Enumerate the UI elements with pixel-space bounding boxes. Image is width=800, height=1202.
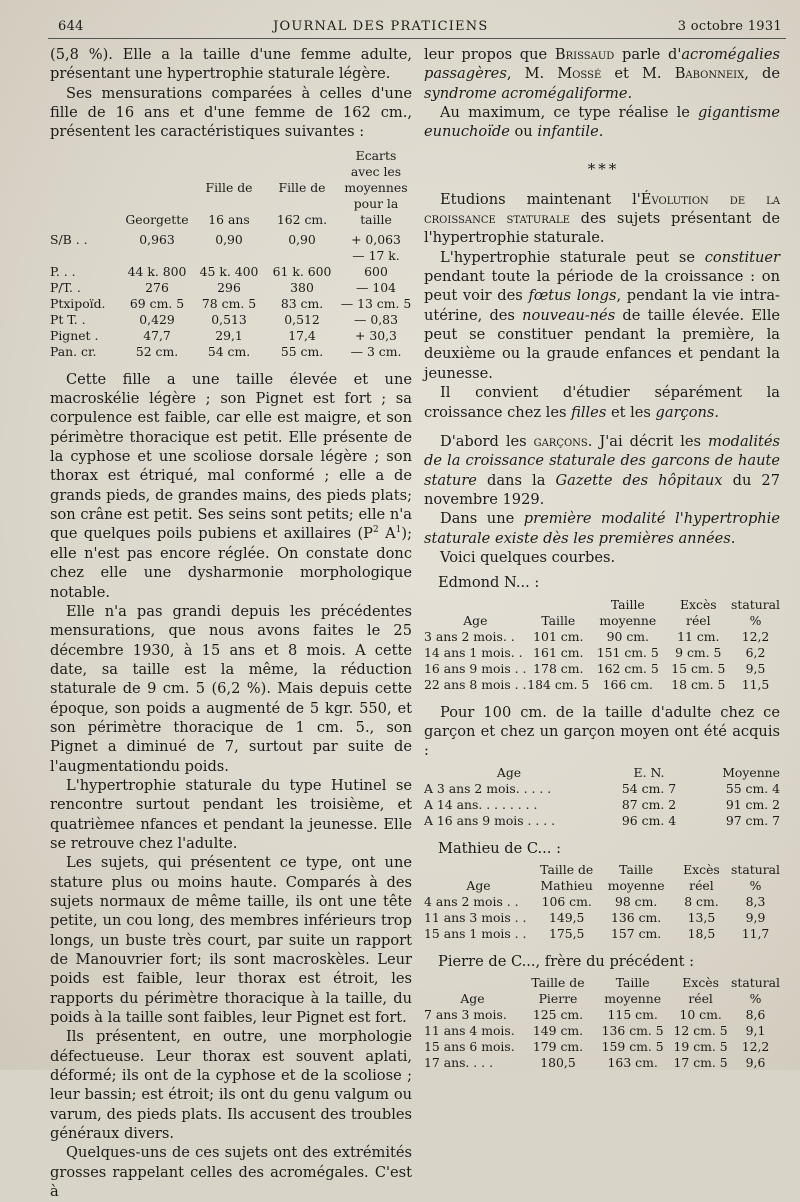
text-span: 3 ans 2 mois. . <box>424 628 515 644</box>
table-header-cell: Georgette <box>125 211 189 227</box>
table-header-cell: statural <box>731 975 780 991</box>
text-span: 106 cm. <box>541 893 592 909</box>
table-header-cell: Taille <box>541 612 576 628</box>
table-header-cell <box>50 196 120 228</box>
text-span: , pendant la vie intra-utérine, des <box>424 287 780 324</box>
table-header-cell: Moyenne <box>722 764 780 780</box>
paragraph <box>50 370 412 602</box>
paragraph: Elle n'a pas grandi depuis les précédentes mensurations, que nous avons faites le 25 décembre 1930, à 15 ans et 8 mois. A cette date, sa taille est la même, la réduction staturale de 9 cm. 5 (6,2 %). Mais depuis cette époque, son poids a augmenté de 5 kgr. 550, et son périmètre thoracique de 1 cm. 5., son Pignet a diminué de 7, surtout par suite de l'augmentationdu poids. <box>50 602 412 775</box>
table-cell: 0,90 <box>215 231 243 247</box>
text-span: de taille élevée. Elle peut se constituer pendant la première, la deuxième ou la graude enfances et pendant la jeunesse. <box>424 306 781 382</box>
table-header-cell: moyenne <box>607 877 665 893</box>
table-row <box>50 232 412 248</box>
text-span: 90 cm. <box>606 628 649 644</box>
table-header-cell <box>50 180 120 196</box>
text-span: L'hypertrophie staturale peut se <box>440 248 705 266</box>
table-row <box>424 797 780 813</box>
paragraph: Les sujets, qui présentent ce type, ont une stature plus ou moins haute. Comparés à des sujets normaux de même taille, ils ont une tête petite, un cou long, des membres inférieurs trop longs, un buste très court, par suite un rapport de Manouvrier fort; ils sont macroskèles. Leur poids est faible, leur thorax est étroit, les rapports du périmètre thoracique à la taille, du poids à la taille sont faibles, leur Pignet est fort. <box>50 854 412 1027</box>
text-span: 19 cm. 5 <box>673 1039 728 1055</box>
table-row <box>424 1007 780 1023</box>
table-row <box>50 196 412 228</box>
text-span: Évolution de la croissance staturale <box>424 190 780 228</box>
header-rule <box>48 38 786 39</box>
table-row <box>50 248 412 280</box>
table-cell: 83 cm. <box>280 295 324 311</box>
text-span: parle d' <box>614 46 682 63</box>
table-cell: Pignet . <box>50 327 99 343</box>
text-span: 17 cm. 5 <box>673 1055 728 1071</box>
text-span: 8,3 <box>745 893 766 909</box>
text-span: 11,5 <box>741 676 770 692</box>
table-cell: 276 <box>145 279 169 295</box>
table-header-cell: statural <box>731 596 780 612</box>
text-span: , M. <box>506 65 558 83</box>
table-cell: 52 cm. <box>135 343 179 359</box>
text-span: 12 cm. 5 <box>673 1023 728 1039</box>
table-row <box>424 597 780 613</box>
table-row <box>424 813 780 829</box>
table-cell: 0,963 <box>139 231 175 247</box>
table-row <box>50 296 412 312</box>
table-row <box>424 661 780 677</box>
right-column <box>424 45 780 1071</box>
table-header-cell: E. N. <box>633 764 665 780</box>
text-span: 18 cm. 5 <box>671 676 726 692</box>
table-header-cell: réel <box>689 877 714 893</box>
text-span: 149,5 <box>548 909 585 925</box>
text-span: 11 ans 4 mois. <box>424 1023 515 1039</box>
text-span: 162 cm. 5 <box>596 660 659 676</box>
text-span: pendant toute la période de la croissance : on peut voir des <box>424 268 780 305</box>
text-span: A <box>378 525 396 543</box>
table-cell: 44 k. 800 <box>127 263 187 279</box>
table-header-cell: Pierre <box>538 991 578 1007</box>
text-span: 179 cm. <box>532 1039 584 1055</box>
table-row <box>424 878 780 894</box>
text-span: Brissaud <box>554 46 615 63</box>
table-header-cell: moyenne <box>604 991 662 1007</box>
text-span: 9,6 <box>745 1055 766 1071</box>
text-span: 9,5 <box>745 660 766 676</box>
table-row <box>424 975 780 991</box>
table-cell: + 0,063 <box>351 231 401 247</box>
table-caption: Pierre de C..., frère du précédent : <box>438 952 695 970</box>
table-cell: 0,90 <box>288 231 316 247</box>
text-span: 101 cm. <box>533 628 584 644</box>
text-span: 12,2 <box>741 1039 770 1055</box>
paragraph <box>424 45 780 103</box>
table-row <box>424 645 780 661</box>
table-header-cell: % <box>749 612 762 628</box>
paragraph: Voici quelques courbes. <box>440 548 616 566</box>
text-span: 9 cm. 5 <box>675 644 722 660</box>
paragraph: Pour 100 cm. de la taille d'adulte chez ce garçon et chez un garçon moyen ont été acquis : <box>424 703 780 760</box>
text-span: 149 cm. <box>532 1023 584 1039</box>
text-span: 178 cm. <box>533 660 584 676</box>
table-header-cell: Fille de <box>278 179 326 195</box>
text-span: 15 ans 1 mois . . <box>424 925 527 941</box>
table-header-cell: pour la taille <box>353 195 399 227</box>
table-header-cell: Age <box>463 612 488 628</box>
text-span: 125 cm. <box>532 1007 584 1023</box>
paragraph <box>424 432 780 509</box>
table-cell: P. . . <box>50 263 76 279</box>
table-row <box>50 344 412 360</box>
table-cell: — 104 <box>356 279 396 295</box>
text-span: 11 cm. <box>677 628 720 644</box>
table-cell: S/B . . <box>50 231 88 247</box>
table-header-cell: 162 cm. <box>276 211 328 227</box>
edmond-table <box>424 597 780 693</box>
text-span: 17 ans. . . . <box>424 1055 494 1071</box>
text-span: 18,5 <box>687 925 716 941</box>
text-span: du 27 novembre 1929. <box>424 471 780 508</box>
text-span: 13,5 <box>687 909 716 925</box>
georgette-table <box>50 148 412 360</box>
table-header-cell: Fille de <box>205 179 253 195</box>
text-span: 96 cm. 4 <box>621 812 677 828</box>
text-span: 91 cm. 2 <box>725 796 780 812</box>
text-span: A 14 ans. . . . . . . . <box>424 796 538 812</box>
table-row <box>424 1023 780 1039</box>
table-cell <box>527 597 590 613</box>
table-header-cell: Taille de <box>540 861 594 877</box>
page-header <box>58 19 782 37</box>
table-header-cell: moyenne <box>599 612 657 628</box>
paragraph: Ils présentent, en outre, une morphologie défectueuse. Leur thorax est souvent aplati, déformé; ils ont de la cyphose et de la scoliose ; leur bassin; est étroit; ils ont du genu valgum ou varum, des pieds plats. Ils accusent des troubles généraux divers. <box>50 1028 412 1143</box>
text-span: 15 cm. 5 <box>671 660 726 676</box>
text-span: 9,9 <box>745 909 766 925</box>
table-header-cell: Age <box>466 877 491 893</box>
text-span: 11 ans 3 mois . . <box>424 909 527 925</box>
table-header-cell: Excès <box>682 975 719 991</box>
text-span: A 16 ans 9 mois . . . . <box>424 812 556 828</box>
text-span: Etudions maintenant l' <box>440 190 641 208</box>
table-header-cell: réel <box>688 991 713 1007</box>
paragraph: Quelques-uns de ces sujets ont des extrémités grosses rappelant celles des acromégales. C'est à <box>50 1144 412 1201</box>
text-span: 184 cm. 5 <box>527 676 590 692</box>
text-span: 157 cm. <box>611 925 662 941</box>
paragraph <box>424 190 780 248</box>
text-span: 175,5 <box>548 925 585 941</box>
table-cell: 29,1 <box>215 327 243 343</box>
text-span: dans la <box>476 471 556 489</box>
paragraph <box>424 383 780 422</box>
table-cell: 380 <box>290 279 314 295</box>
paragraph <box>424 248 780 383</box>
table-cell: Ptxipoïd. <box>50 295 106 311</box>
italic-text: constituer <box>704 248 780 266</box>
table-header-cell: % <box>749 877 762 893</box>
italic-text: acromégalies passagères <box>424 46 780 83</box>
table-row <box>50 148 412 180</box>
text-span: 136 cm. <box>611 909 662 925</box>
table-cell <box>120 148 194 180</box>
text-span: 22 ans 8 mois . . <box>424 676 527 692</box>
italic-text: modalités de la croissance staturale des garcons de haute stature <box>424 432 780 489</box>
table-row <box>50 180 412 196</box>
text-span: 136 cm. 5 <box>601 1023 664 1039</box>
table-cell: 296 <box>217 279 241 295</box>
table-cell <box>424 597 527 613</box>
text-span: 6,2 <box>745 644 766 660</box>
table-cell: P/T. . <box>50 279 81 295</box>
paragraph: (5,8 %). Elle a la taille d'une femme adulte, présentant une hypertrophie staturale légère. <box>50 46 412 83</box>
text-span: 163 cm. <box>607 1055 658 1071</box>
section-separator: * * * <box>587 159 617 178</box>
table-cell: 47,7 <box>143 327 171 343</box>
text-span: 87 cm. 2 <box>621 796 677 812</box>
text-span: Au maximum, ce type réalise le <box>440 104 699 122</box>
table-header-cell: Age <box>460 991 485 1007</box>
text-span: 11,7 <box>741 925 770 941</box>
table-header-cell: 16 ans <box>208 211 250 227</box>
text-span: 54 cm. 7 <box>621 780 677 796</box>
paragraph: L'hypertrophie staturale du type Hutinel se rencontre surtout pendant les troisième, et quatrièmee nfances et pendant la jeunesse. Elle se retrouve chez l'adulte. <box>50 776 412 852</box>
text-span: 8,6 <box>745 1007 766 1023</box>
text-span: 115 cm. <box>607 1007 658 1023</box>
table-row <box>424 629 780 645</box>
table-cell: 61 k. 600 <box>272 263 332 279</box>
table-row <box>424 613 780 629</box>
table-header-cell: Mathieu <box>540 877 593 893</box>
table-cell: — 3 cm. <box>350 343 402 359</box>
italic-text: gigantisme eunuchoïde <box>424 104 780 141</box>
italic-text: syndrome acromégaliforme. <box>424 84 633 102</box>
text-span: , de <box>744 65 781 83</box>
table-row <box>424 991 780 1007</box>
text-span: Mossé <box>557 65 602 83</box>
table-cell: 0,429 <box>139 311 175 327</box>
text-span: . J'ai décrit les <box>587 432 708 450</box>
text-span: 180,5 <box>540 1055 576 1071</box>
journal-title: JOURNAL DES PRATICIENS <box>273 19 489 34</box>
table-cell: 69 cm. 5 <box>129 295 185 311</box>
text-span: A 3 ans 2 mois. . . . . <box>424 780 552 796</box>
table-header-cell: Excès <box>683 861 720 877</box>
table-caption: Edmond N... : <box>438 574 540 592</box>
text-span: garçons <box>533 432 588 450</box>
text-span: Babonneix <box>674 65 745 83</box>
italic-text: fœtus longs <box>528 287 617 305</box>
text-span: 166 cm. <box>602 676 653 692</box>
table-cell: 78 cm. 5 <box>201 295 257 311</box>
table-row <box>424 910 780 926</box>
table-row <box>424 781 780 797</box>
table-header-cell: Taille <box>615 975 650 991</box>
mathieu-table <box>424 862 780 942</box>
table-cell: 54 cm. <box>207 343 251 359</box>
text-span: des sujets présentant de l'hypertrophie staturale. <box>424 210 781 247</box>
text-span: 161 cm. <box>533 644 584 660</box>
table-cell: Pt T. . <box>50 311 86 327</box>
table-header-cell: moyennes <box>344 179 408 195</box>
table-cell <box>194 148 264 180</box>
text-span: 151 cm. 5 <box>596 644 659 660</box>
table-row <box>424 677 780 693</box>
table-header-cell: réel <box>686 612 711 628</box>
page-number: 644 <box>58 19 84 34</box>
table-header-cell <box>120 180 194 196</box>
table-row <box>50 328 412 344</box>
table-header-cell: Excès <box>679 596 717 612</box>
table-row <box>50 280 412 296</box>
table-header-cell: % <box>749 991 762 1007</box>
text-span: leur propos que <box>424 46 555 63</box>
text-span: 12,2 <box>741 628 770 644</box>
text-span: 14 ans 1 mois. . <box>424 644 523 660</box>
text-span: 4 ans 2 mois . . <box>424 893 519 909</box>
paragraph: Ses mensurations comparées à celles d'une fille de 16 ans et d'une femme de 162 cm., présentent les caractéristiques suivantes : <box>50 84 412 141</box>
text-span: 98 cm. <box>614 893 658 909</box>
text-span: 8 cm. <box>684 893 719 909</box>
text-span: ); elle n'est pas encore réglée. On constate donc chez elle une dysharmonie morphologique notable. <box>50 525 412 601</box>
acquis-table <box>424 765 780 829</box>
table-row <box>424 862 780 878</box>
italic-text: Gazette des hôpitaux <box>555 471 723 489</box>
table-row <box>424 926 780 942</box>
italic-text: garçons. <box>655 403 720 421</box>
table-cell: 55 cm. <box>280 343 324 359</box>
table-cell: — 13 cm. 5 <box>340 295 412 311</box>
table-row <box>50 312 412 328</box>
left-column <box>50 45 412 1202</box>
table-cell: Pan. cr. <box>50 343 97 359</box>
table-caption: Mathieu de C... : <box>438 839 561 857</box>
table-cell: + 30,3 <box>355 327 397 343</box>
table-header-cell: Age <box>496 764 522 780</box>
text-span: 1 <box>395 525 402 536</box>
table-cell: 0,513 <box>211 311 247 327</box>
table-header-cell: Ecarts avec les <box>350 147 402 179</box>
table-header-cell: statural <box>731 861 780 877</box>
text-span: ou <box>509 123 538 141</box>
text-span: Dans une <box>440 510 524 528</box>
text-span: Il convient d'étudier séparément la croissance chez les <box>424 384 780 421</box>
text-span: 10 cm. <box>679 1007 722 1023</box>
text-span: 15 ans 6 mois. <box>424 1039 515 1055</box>
text-span: 9,1 <box>745 1023 766 1039</box>
text-span: 97 cm. 7 <box>725 812 780 828</box>
paragraph <box>424 103 780 142</box>
table-cell: — 17 k. 600 <box>352 247 400 279</box>
table-cell <box>424 975 521 991</box>
table-cell <box>264 148 340 180</box>
paragraph <box>424 509 780 548</box>
table-row <box>424 1039 780 1055</box>
text-span: D'abord les <box>440 432 534 450</box>
pierre-table <box>424 975 780 1071</box>
text-span: et les <box>606 403 656 421</box>
table-row <box>424 894 780 910</box>
table-header-cell: Taille <box>619 861 654 877</box>
italic-text: filles <box>571 403 607 421</box>
italic-text: première modalité l'hypertrophie staturale existe dès les premières années. <box>424 510 780 547</box>
table-header-cell: Taille de <box>531 975 585 991</box>
text-span: 7 ans 3 mois. <box>424 1007 507 1023</box>
text-span: 16 ans 9 mois . . <box>424 660 527 676</box>
text-span: et M. <box>601 65 675 83</box>
issue-date: 3 octobre 1931 <box>677 19 782 34</box>
text-span: 159 cm. 5 <box>601 1039 664 1055</box>
italic-text: nouveau-nés <box>522 306 616 324</box>
text-span: 55 cm. 4 <box>725 780 780 796</box>
table-cell <box>50 148 120 180</box>
text-span: 2 <box>373 525 379 536</box>
table-header-cell: Taille <box>610 596 645 612</box>
table-cell: 17,4 <box>288 327 316 343</box>
table-cell: 0,512 <box>284 311 320 327</box>
italic-text: infantile. <box>537 123 604 141</box>
table-cell: — 0,83 <box>354 311 398 327</box>
text-span: Cette fille a une taille élevée et une macroskélie légère ; son Pignet est fort ; sa corpulence est faible, car elle est maigre, et son périmètre thoracique est petit. Elle présente de la cyphose et une scoliose dorsale légère ; son thorax est étriqué, mal conformé ; elle a de grands pieds, de grandes mains, des pieds plats; son crâne est petit. Ses seins sont petits; elle n'a que quelques poils pubiens et axillaires (P <box>50 370 412 543</box>
table-row <box>424 765 780 781</box>
table-cell <box>424 862 533 878</box>
table-row <box>424 1055 780 1071</box>
table-cell: 45 k. 400 <box>199 263 259 279</box>
